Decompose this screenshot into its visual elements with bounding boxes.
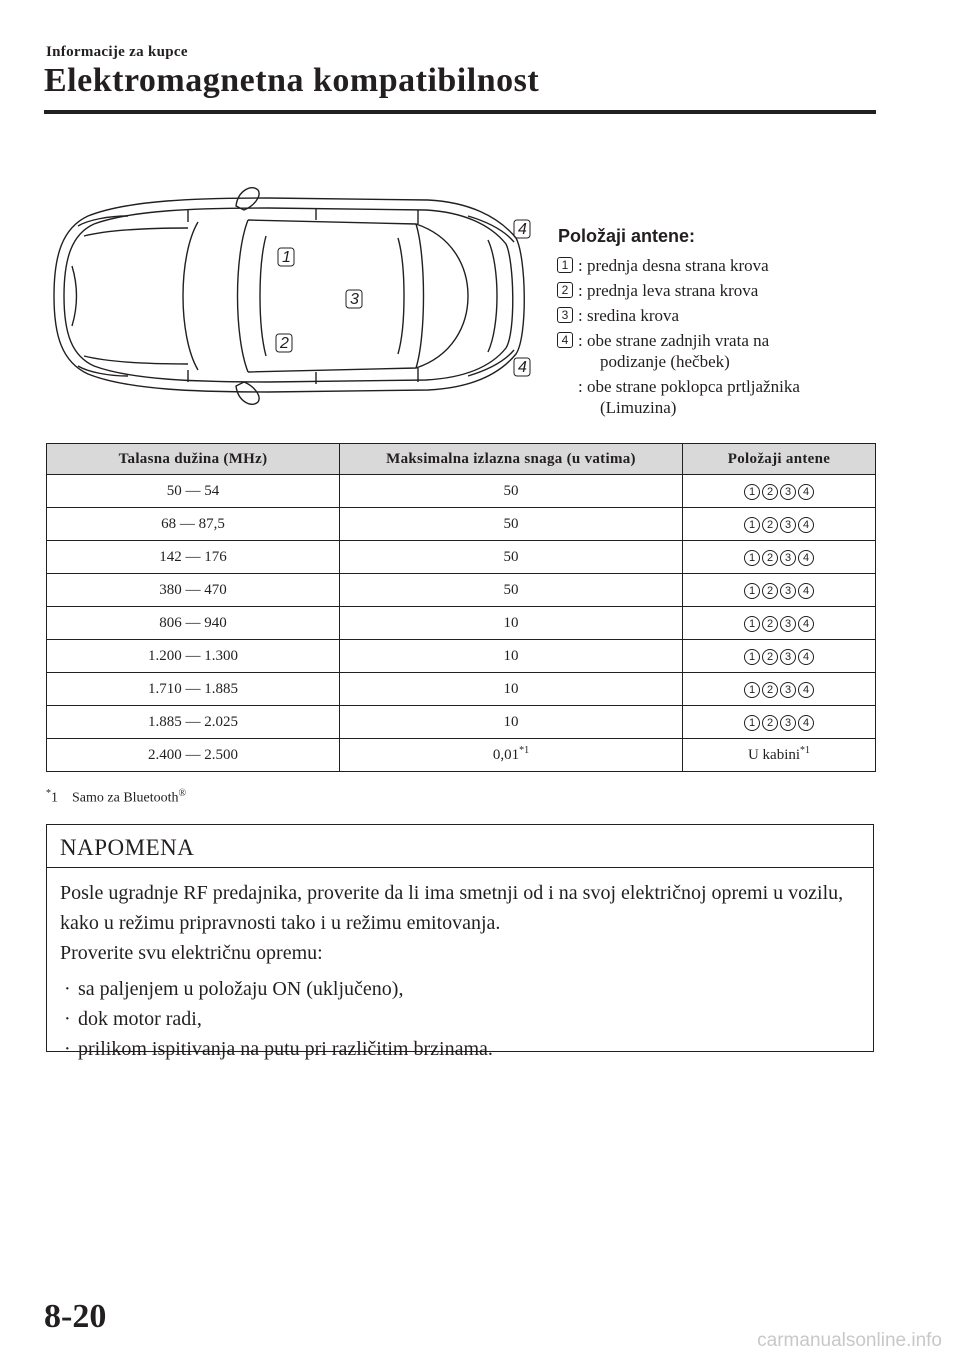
power-cell: 10 — [340, 607, 683, 640]
power-cell: 10 — [340, 673, 683, 706]
position-badges — [744, 517, 814, 533]
page-title: Elektromagnetna kompatibilnost — [44, 62, 540, 99]
position-badge: 2 — [762, 715, 778, 731]
number-badge: 1 — [557, 257, 573, 273]
positions-cell — [683, 475, 876, 508]
position-badge: 1 — [744, 583, 760, 599]
positions-cell — [683, 640, 876, 673]
freq-cell: 806 — 940 — [47, 607, 340, 640]
position-badge: 4 — [798, 682, 814, 698]
legend-text: : sredina krova — [578, 306, 680, 325]
power-cell: 50 — [340, 508, 683, 541]
position-badge: 4 — [798, 484, 814, 500]
position-badges — [744, 583, 814, 599]
note-body — [47, 868, 873, 1064]
power-cell: 10 — [340, 706, 683, 739]
position-badge: 4 — [798, 550, 814, 566]
freq-cell: 142 — 176 — [47, 541, 340, 574]
power-cell: 10 — [340, 640, 683, 673]
position-badge: 1 — [744, 550, 760, 566]
position-badge: 3 — [780, 550, 796, 566]
position-badges — [744, 682, 814, 698]
power-cell: 50 — [340, 574, 683, 607]
table-row — [47, 541, 876, 574]
position-badge: 1 — [744, 616, 760, 632]
antenna-legend — [556, 226, 886, 422]
position-badge: 4 — [798, 649, 814, 665]
note-box — [46, 824, 874, 1060]
freq-cell: 1.885 — 2.025 — [47, 706, 340, 739]
legend-item-3 — [556, 305, 886, 326]
position-badge: 2 — [762, 649, 778, 665]
power-cell: 0,01$^{*1}$ — [340, 739, 683, 772]
position-badge: 2 — [762, 550, 778, 566]
freq-cell: 380 — 470 — [47, 574, 340, 607]
legend-item-4-sedan-cont — [556, 397, 886, 418]
position-badge: 2 — [762, 583, 778, 599]
position-badges — [744, 616, 814, 632]
table-row — [47, 706, 876, 739]
positions-cell — [683, 541, 876, 574]
position-badge: 1 — [744, 715, 760, 731]
number-badge: 4 — [557, 332, 573, 348]
position-badge: 4 — [798, 517, 814, 533]
marker-4-top: 4 — [518, 221, 527, 238]
position-badge: 3 — [780, 682, 796, 698]
position-badge: 3 — [780, 583, 796, 599]
legend-item-4-cont — [556, 351, 886, 372]
marker-1: 1 — [282, 249, 291, 266]
freq-cell: 1.710 — 1.885 — [47, 673, 340, 706]
freq-cell: 2.400 — 2.500 — [47, 739, 340, 772]
table-row — [47, 739, 876, 772]
table-row — [47, 607, 876, 640]
position-badge: 2 — [762, 682, 778, 698]
power-cell: 50 — [340, 541, 683, 574]
position-badges — [744, 550, 814, 566]
legend-text: : prednja desna strana krova — [578, 256, 769, 275]
marker-4-bottom: 4 — [518, 359, 527, 376]
note-paragraph: Proverite svu električnu opremu: — [60, 942, 323, 964]
freq-cell: 1.200 — 1.300 — [47, 640, 340, 673]
legend-item-4-sedan — [556, 376, 886, 397]
table-row — [47, 673, 876, 706]
watermark: carmanualsonline.info — [757, 1330, 942, 1351]
car-top-view-figure — [48, 176, 548, 416]
freq-cell: 50 — 54 — [47, 475, 340, 508]
legend-item-1 — [556, 255, 886, 276]
position-badges — [744, 484, 814, 500]
table-row — [47, 475, 876, 508]
note-paragraph: Posle ugradnje RF predajnika, proverite da li ima smetnji od i na svoj električnoj opremi u vozilu, kako u režimu pripravnosti tako i u režimu emitovanja. — [60, 882, 844, 934]
position-badge: 4 — [798, 583, 814, 599]
col-header-power: Maksimalna izlazna snaga (u vatima) — [340, 444, 683, 475]
footnote-mark: *1 — [519, 744, 530, 756]
position-badge: 2 — [762, 484, 778, 500]
positions-cell — [683, 607, 876, 640]
legend-item-4 — [556, 330, 886, 351]
title-rule — [44, 110, 876, 114]
section-label: Informacije za kupce — [46, 44, 188, 60]
note-heading: NAPOMENA — [47, 825, 873, 868]
legend-text: : prednja leva strana krova — [578, 281, 759, 300]
legend-text: podizanje (hečbek) — [600, 352, 730, 371]
marker-2: 2 — [280, 335, 289, 352]
legend-text: : obe strane zadnjih vrata na — [578, 331, 770, 350]
position-badges — [744, 715, 814, 731]
position-badge: 4 — [798, 616, 814, 632]
positions-cell — [683, 508, 876, 541]
footnote-mark: *1 — [800, 744, 811, 756]
legend-item-2 — [556, 280, 886, 301]
position-badge: 2 — [762, 616, 778, 632]
position-badges — [744, 649, 814, 665]
positions-cell — [683, 574, 876, 607]
table-row — [47, 508, 876, 541]
power-cell: 50 — [340, 475, 683, 508]
position-badge: 3 — [780, 484, 796, 500]
footnote: *1 Samo za Bluetooth® — [46, 788, 187, 806]
positions-cell — [683, 673, 876, 706]
position-badge: 1 — [744, 649, 760, 665]
note-list — [60, 974, 859, 1064]
positions-cell: U kabini$^{*1}$ — [683, 739, 876, 772]
position-badge: 3 — [780, 517, 796, 533]
col-header-positions: Položaji antene — [683, 444, 876, 475]
col-header-frequency: Talasna dužina (MHz) — [47, 444, 340, 475]
table-header-row — [47, 444, 876, 475]
list-item: · prilikom ispitivanja na putu pri različitim brzinama. — [64, 1038, 493, 1060]
position-badge: 4 — [798, 715, 814, 731]
table-body — [47, 475, 876, 772]
frequency-table — [46, 443, 876, 772]
position-badge: 3 — [780, 616, 796, 632]
marker-3: 3 — [350, 291, 359, 308]
list-item: · dok motor radi, — [64, 1008, 202, 1030]
page-number: 8-20 — [44, 1298, 107, 1335]
legend-title: Položaji antene: — [558, 226, 696, 246]
legend-text: (Limuzina) — [600, 398, 677, 417]
table-row — [47, 640, 876, 673]
list-item: · sa paljenjem u položaju ON (uključeno), — [64, 978, 404, 1000]
position-badge: 3 — [780, 649, 796, 665]
number-badge: 3 — [557, 307, 573, 323]
position-badge: 1 — [744, 484, 760, 500]
positions-cell — [683, 706, 876, 739]
number-badge: 2 — [557, 282, 573, 298]
position-badge: 1 — [744, 517, 760, 533]
position-badge: 2 — [762, 517, 778, 533]
table-row — [47, 574, 876, 607]
position-badge: 1 — [744, 682, 760, 698]
freq-cell: 68 — 87,5 — [47, 508, 340, 541]
legend-text: : obe strane poklopca prtljažnika — [578, 377, 800, 396]
position-badge: 3 — [780, 715, 796, 731]
car-top-view-icon — [48, 176, 548, 416]
